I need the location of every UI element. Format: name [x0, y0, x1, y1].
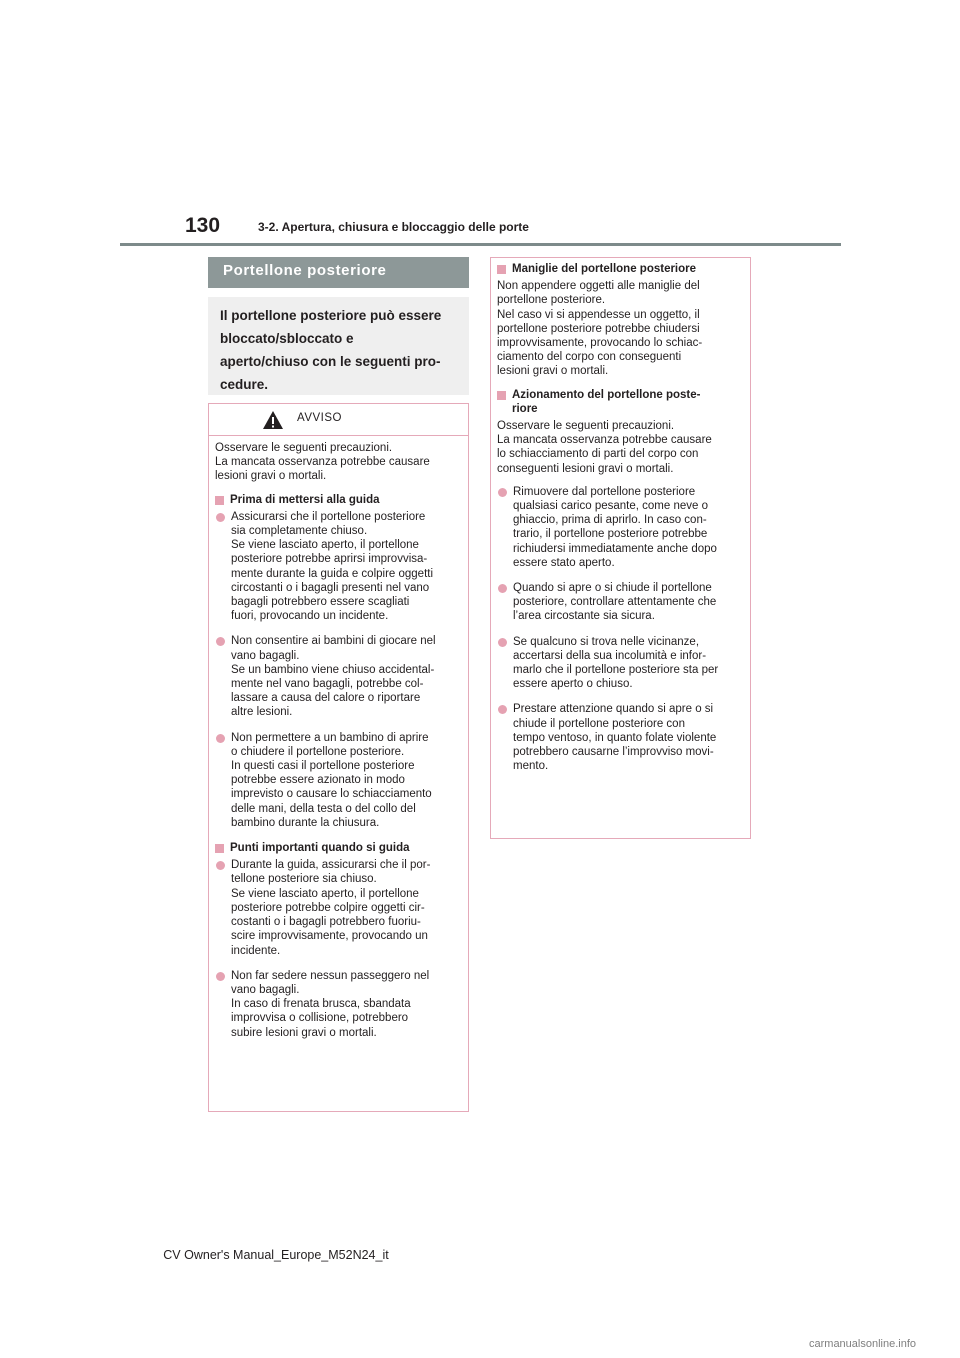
circle-bullet-icon: [498, 705, 507, 714]
intro-line: bloccato/sbloccato e: [220, 331, 354, 346]
paragraph: Osservare le seguenti precauzioni. La mancata osservanza potrebbe causare lo schiacciamento di parti del corpo con conseguenti lesioni gravi o mortali.: [497, 420, 712, 475]
square-bullet-icon: [215, 496, 224, 505]
bullet-item: [215, 858, 462, 957]
footer-manual-name: CV Owner's Manual_Europe_M52N24_it: [163, 1248, 389, 1262]
section-heading: Portellone posteriore: [208, 257, 469, 288]
watermark: carmanualsonline.info: [809, 1338, 917, 1350]
bullet-text: Non consentire ai bambini di giocare nel vano bagagli. Se un bambino viene chiuso accidental- mente nel vano bagagli, potrebbe col- lassare a causa del calore o riportare altre lesioni.: [231, 635, 436, 719]
bullet-item: [215, 634, 462, 719]
bullet-text: Rimuovere dal portellone posteriore qualsiasi carico pesante, come neve o ghiaccio, prima di aprirlo. In caso con- trario, il portellone posteriore potrebbe richiudersi immediatamente anche dopo essere stato aperto.: [513, 485, 717, 569]
square-bullet-icon: [497, 391, 506, 400]
subheading: [497, 388, 744, 416]
subheading-text: Azionamento del portellone poste- riore: [512, 388, 701, 415]
circle-bullet-icon: [216, 513, 225, 522]
circle-bullet-icon: [216, 637, 225, 646]
subheading: [215, 493, 462, 507]
square-bullet-icon: [497, 265, 506, 274]
warning-title: AVVISO: [297, 412, 342, 424]
chapter-title: 3-2. Apertura, chiusura e bloccaggio delle porte: [258, 220, 529, 234]
bullet-item: [497, 485, 744, 570]
warning-triangle-icon: [262, 410, 284, 430]
circle-bullet-icon: [216, 734, 225, 743]
bullet-item: [497, 702, 744, 773]
circle-bullet-icon: [498, 584, 507, 593]
subheading-text: Prima di mettersi alla guida: [230, 493, 380, 506]
intro-line: Il portellone posteriore può essere: [220, 308, 442, 323]
subheading: [497, 262, 744, 276]
bullet-text: Assicurarsi che il portellone posteriore sia completamente chiuso. Se viene lasciato aperto, il portellone posteriore potrebbe aprirsi improvvisa- mente durante la guida e colpire oggetti circostanti o i bagagli presenti nel vano bagagli potrebbero essere scagliati fuori, provocando un incidente.: [231, 510, 434, 623]
intro-box: [208, 297, 469, 395]
bullet-text: Se qualcuno si trova nelle vicinanze, accertarsi della sua incolumità e infor- marlo che il portellone posteriore sta per essere aperto o chiuso.: [513, 635, 719, 691]
warning-body: [209, 436, 468, 1040]
square-bullet-icon: [215, 844, 224, 853]
intro-line: cedure.: [220, 377, 269, 392]
bullet-item: [215, 969, 462, 1040]
bullet-item: [497, 581, 744, 624]
header-rule: [120, 243, 841, 246]
bullet-text: Durante la guida, assicurarsi che il por- tellone posteriore sia chiuso. Se viene lasciato aperto, il portellone posteriore potrebbe colpire oggetti cir- costanti o i bagagli potrebbero fuoriu- scire improvvisamente, provocando un incidente.: [231, 859, 431, 957]
bullet-text: Non permettere a un bambino di aprire o chiudere il portellone posteriore. In questi casi il portellone posteriore potrebbe essere azionato in modo imprevisto o causare lo schiacciamento delle mani, della testa o del collo del bambino durante la chiusura.: [231, 731, 432, 829]
circle-bullet-icon: [216, 972, 225, 981]
bullet-text: Quando si apre o si chiude il portellone posteriore, controllare attentamente che l’area circostante sia sicura.: [513, 582, 717, 623]
paragraph: Non appendere oggetti alle maniglie del portellone posteriore. Nel caso vi si appendesse un oggetto, il portellone posteriore potrebbe chiudersi improvvisamente, provocando lo schiac- ciamento del corpo con conseguenti lesioni gravi o mortali.: [497, 280, 703, 378]
bullet-text: Non far sedere nessun passeggero nel vano bagagli. In caso di frenata brusca, sbandata improvvisa o collisione, potrebbero subire lesioni gravi o mortali.: [231, 969, 430, 1039]
bullet-item: [215, 510, 462, 624]
circle-bullet-icon: [498, 638, 507, 647]
warning-box-continued: [490, 257, 751, 839]
warning-intro: Osservare le seguenti precauzioni. La mancata osservanza potrebbe causare lesioni gravi o mortali.: [215, 442, 430, 483]
subheading: [215, 841, 462, 855]
warning-box: [208, 403, 469, 1112]
intro-line: aperto/chiuso con le seguenti pro-: [220, 354, 441, 369]
bullet-item: [497, 635, 744, 692]
page-number: 130: [185, 214, 221, 237]
subheading-text: Punti importanti quando si guida: [230, 842, 410, 855]
warning-header: [209, 404, 468, 436]
warning-body: [491, 258, 750, 774]
circle-bullet-icon: [216, 861, 225, 870]
subheading-text: Maniglie del portellone posteriore: [512, 263, 697, 275]
bullet-text: Prestare attenzione quando si apre o si chiude il portellone posteriore con tempo ventoso, in quanto folate violente potrebbero causarne l’improvviso movi- mento.: [513, 703, 717, 773]
bullet-item: [215, 731, 462, 830]
circle-bullet-icon: [498, 488, 507, 497]
